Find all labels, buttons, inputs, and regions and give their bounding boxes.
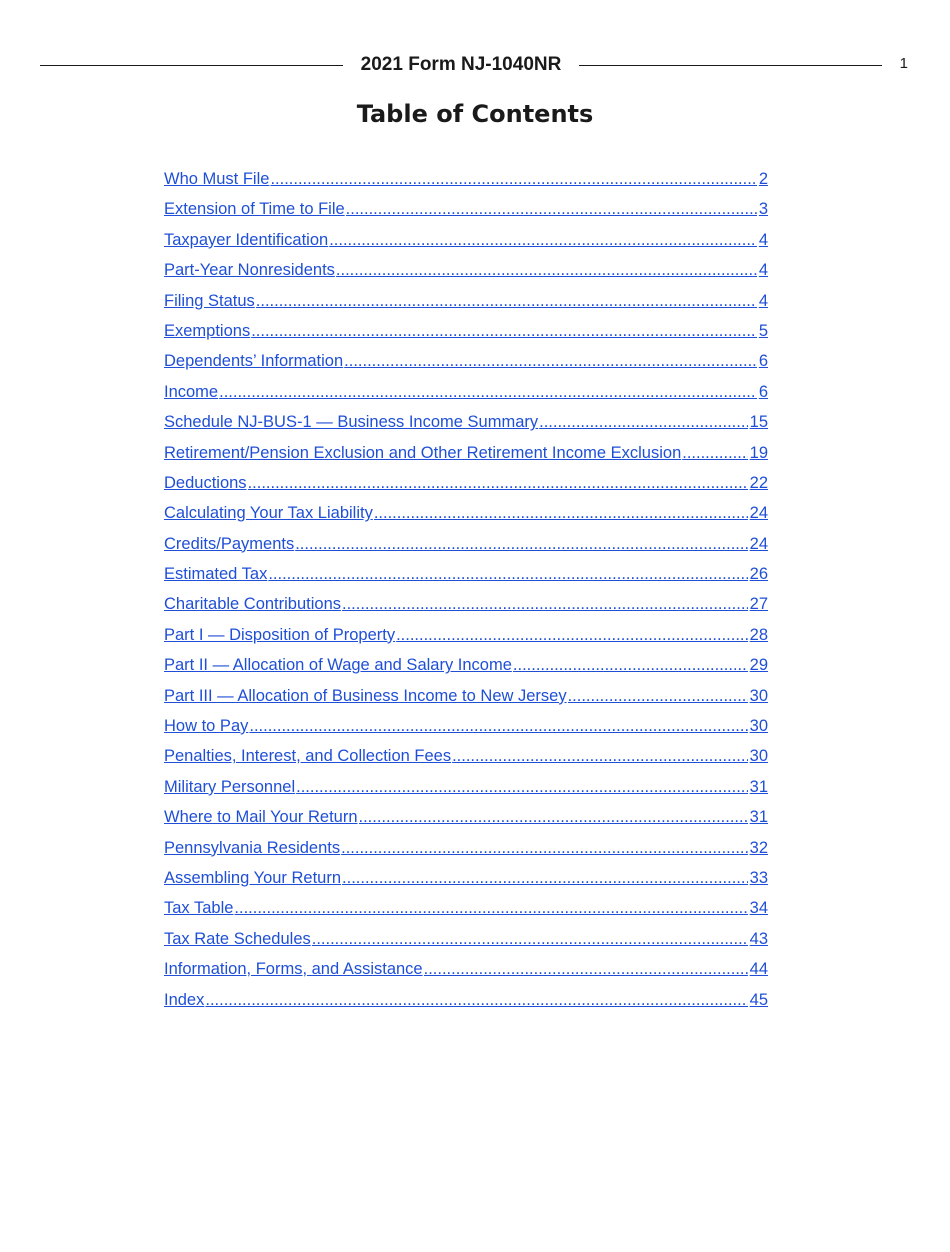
dot-leader: [296, 774, 748, 800]
toc-list: [164, 166, 768, 1017]
toc-entry[interactable]: [164, 743, 768, 773]
toc-entry-label: Military Personnel: [164, 777, 296, 796]
toc-entry[interactable]: [164, 288, 768, 318]
dot-leader: [205, 987, 747, 1013]
toc-entry[interactable]: [164, 774, 768, 804]
toc-entry-page: 5: [758, 321, 768, 340]
toc-entry-label: Deductions: [164, 473, 247, 492]
toc-entry[interactable]: [164, 895, 768, 925]
toc-entry-page: 31: [749, 808, 768, 827]
toc-entry-page: 24: [749, 504, 768, 523]
toc-entry-label: Taxpayer Identification: [164, 230, 329, 249]
toc-entry-page: 26: [749, 565, 768, 584]
header-rule-left: [40, 65, 343, 66]
toc-entry-label: Part-Year Nonresidents: [164, 261, 335, 280]
toc-entry[interactable]: [164, 865, 768, 895]
toc-entry[interactable]: [164, 956, 768, 986]
toc-entry-label: Charitable Contributions: [164, 595, 342, 614]
toc-entry-page: 30: [749, 747, 768, 766]
dot-leader: [344, 348, 757, 374]
toc-entry-label: Retirement/Pension Exclusion and Other Retirement Income Exclusion: [164, 443, 682, 462]
toc-entry[interactable]: [164, 622, 768, 652]
toc-entry[interactable]: [164, 470, 768, 500]
toc-entry-page: 33: [749, 868, 768, 887]
toc-entry-label: Credits/Payments: [164, 534, 295, 553]
dot-leader: [424, 956, 748, 982]
dot-leader: [452, 743, 748, 769]
toc-entry-label: Penalties, Interest, and Collection Fees: [164, 747, 452, 766]
dot-leader: [336, 257, 757, 283]
toc-entry[interactable]: [164, 440, 768, 470]
toc-entry[interactable]: [164, 318, 768, 348]
toc-entry-label: Part III — Allocation of Business Income to New Jersey: [164, 686, 567, 705]
toc-entry-page: 30: [749, 717, 768, 736]
toc-title: Table of Contents: [356, 100, 594, 128]
toc-entry-label: Income: [164, 382, 219, 401]
dot-leader: [219, 379, 757, 405]
toc-entry-label: Information, Forms, and Assistance: [164, 960, 423, 979]
toc-entry-label: Assembling Your Return: [164, 868, 342, 887]
toc-entry[interactable]: [164, 987, 768, 1017]
dot-leader: [568, 683, 748, 709]
toc-entry-page: 4: [758, 291, 768, 310]
dot-leader: [682, 440, 747, 466]
dot-leader: [270, 166, 756, 192]
toc-entry-page: 29: [749, 656, 768, 675]
toc-entry-page: 30: [749, 686, 768, 705]
dot-leader: [256, 288, 757, 314]
toc-entry-page: 32: [749, 838, 768, 857]
toc-entry-label: Estimated Tax: [164, 565, 268, 584]
toc-entry[interactable]: [164, 835, 768, 865]
toc-entry-page: 45: [749, 990, 768, 1009]
toc-entry-page: 34: [749, 899, 768, 918]
toc-entry-page: 2: [758, 170, 768, 188]
toc-entry[interactable]: [164, 500, 768, 530]
toc-entry-label: Part I — Disposition of Property: [164, 625, 396, 644]
dot-leader: [396, 622, 748, 648]
dot-leader: [329, 227, 757, 253]
toc-entry-page: 3: [758, 200, 768, 219]
toc-entry-page: 27: [749, 595, 768, 614]
dot-leader: [312, 926, 748, 952]
page-number: 1: [899, 55, 908, 72]
toc-entry[interactable]: [164, 531, 768, 561]
toc-entry-page: 19: [749, 443, 768, 462]
toc-entry[interactable]: [164, 804, 768, 834]
toc-entry-page: 24: [749, 534, 768, 553]
toc-entry-label: Who Must File: [164, 170, 270, 188]
dot-leader: [341, 835, 748, 861]
toc-entry[interactable]: [164, 683, 768, 713]
toc-entry-page: 15: [749, 413, 768, 432]
dot-leader: [268, 561, 747, 587]
toc-entry-page: 31: [749, 777, 768, 796]
toc-entry-label: Schedule NJ-BUS-1 — Business Income Summary: [164, 413, 539, 432]
dot-leader: [295, 531, 747, 557]
dot-leader: [342, 591, 748, 617]
toc-entry-page: 6: [758, 382, 768, 401]
toc-entry-page: 43: [749, 929, 768, 948]
toc-entry-label: Dependents’ Information: [164, 352, 344, 371]
form-title: 2021 Form NJ-1040NR: [360, 54, 562, 75]
toc-entry[interactable]: [164, 166, 768, 196]
toc-entry-page: 4: [758, 230, 768, 249]
dot-leader: [359, 804, 748, 830]
toc-entry[interactable]: [164, 409, 768, 439]
toc-entry-page: 28: [749, 625, 768, 644]
dot-leader: [251, 318, 757, 344]
toc-entry[interactable]: [164, 196, 768, 226]
toc-entry-label: Filing Status: [164, 291, 255, 310]
dot-leader: [342, 865, 748, 891]
toc-entry-page: 4: [758, 261, 768, 280]
toc-entry[interactable]: [164, 227, 768, 257]
toc-entry-page: 6: [758, 352, 768, 371]
header-rule-right: [579, 65, 882, 66]
toc-entry[interactable]: [164, 926, 768, 956]
toc-entry-page: 44: [749, 960, 768, 979]
dot-leader: [539, 409, 748, 435]
toc-entry[interactable]: [164, 561, 768, 591]
dot-leader: [513, 652, 748, 678]
toc-entry[interactable]: [164, 257, 768, 287]
toc-entry-label: Pennsylvania Residents: [164, 838, 341, 857]
toc-entry-label: How to Pay: [164, 717, 249, 736]
toc-entry[interactable]: [164, 591, 768, 621]
dot-leader: [249, 713, 747, 739]
toc-entry-label: Extension of Time to File: [164, 200, 345, 219]
toc-entry[interactable]: [164, 713, 768, 743]
toc-entry-label: Part II — Allocation of Wage and Salary Income: [164, 656, 512, 675]
dot-leader: [374, 500, 748, 526]
toc-entry[interactable]: [164, 652, 768, 682]
toc-entry-label: Where to Mail Your Return: [164, 808, 358, 827]
toc-entry-label: Exemptions: [164, 321, 251, 340]
toc-entry-label: Index: [164, 990, 205, 1009]
toc-entry-label: Tax Rate Schedules: [164, 929, 311, 948]
toc-entry-page: 22: [749, 473, 768, 492]
dot-leader: [234, 895, 747, 921]
dot-leader: [248, 470, 748, 496]
toc-entry[interactable]: [164, 379, 768, 409]
page-header: [40, 52, 882, 78]
toc-entry-label: Tax Table: [164, 899, 234, 918]
dot-leader: [346, 196, 757, 222]
toc-entry[interactable]: [164, 348, 768, 378]
toc-entry-label: Calculating Your Tax Liability: [164, 504, 373, 523]
